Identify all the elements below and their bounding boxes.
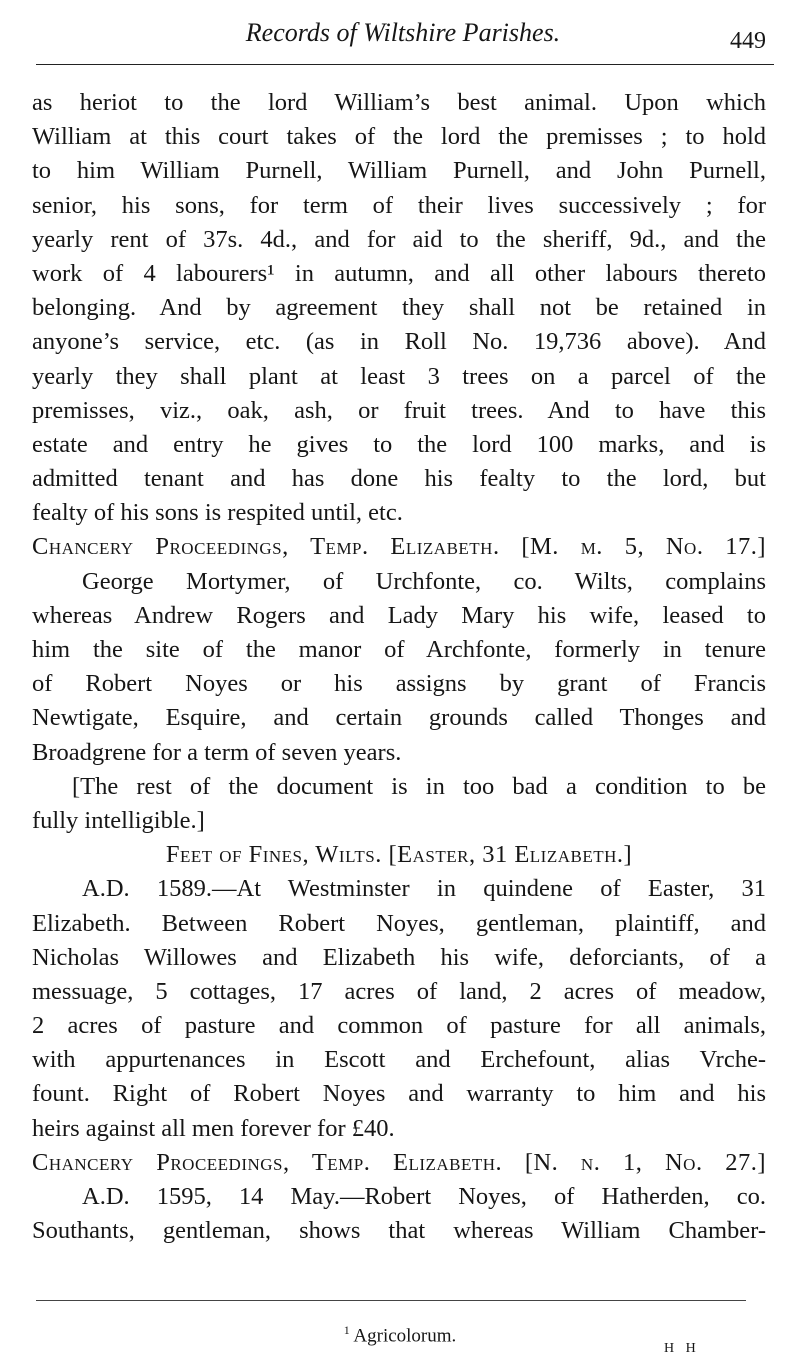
text-line: work of 4 labourers¹ in autumn, and all other labours thereto — [32, 259, 766, 287]
text-line: A.D. 1589.—At Westminster in quindene of Easter, 31 — [82, 875, 766, 903]
text-line: messuage, 5 cottages, 17 acres of land, 2 acres of meadow, — [32, 977, 766, 1005]
text-line: whereas Andrew Rogers and Lady Mary his wife, leased to — [32, 601, 766, 629]
text-line: heirs against all men forever for £40. — [32, 1114, 395, 1142]
text-line: George Mortymer, of Urchfonte, co. Wilts, complains — [82, 567, 766, 595]
text-line: yearly rent of 37s. 4d., and for aid to the sheriff, 9d., and the — [32, 225, 766, 253]
text-line: fealty of his sons is respited until, etc. — [32, 499, 403, 527]
section-heading: Feet of Fines, Wilts. [Easter, 31 Elizabeth.] — [165, 841, 633, 869]
text-line: him the site of the manor of Archfonte, formerly in tenure — [32, 636, 766, 663]
section-heading: Chancery Proceedings, Temp. Elizabeth. [M. m. 5, No. 17.] — [32, 533, 766, 561]
text-line: belonging. And by agreement they shall not be retained in — [32, 294, 766, 322]
text-line: admitted tenant and has done his fealty to the lord, but — [32, 465, 766, 493]
text-line: fount. Right of Robert Noyes and warranty to him and his — [32, 1080, 766, 1108]
text-line: premisses, viz., oak, ash, or fruit trees. And to have this — [32, 396, 766, 424]
page-number: 449 — [730, 28, 766, 54]
text-line: Nicholas Willowes and Elizabeth his wife, deforciants, of a — [32, 943, 766, 971]
page-header — [36, 16, 770, 56]
text-line: estate and entry he gives to the lord 100 marks, and is — [32, 430, 766, 458]
section-heading: Chancery Proceedings, Temp. Elizabeth. [N. n. 1, No. 27.] — [32, 1148, 766, 1176]
header-rule — [36, 64, 774, 65]
text-line: fully intelligible.] — [32, 806, 205, 834]
text-line: [The rest of the document is in too bad a condition to be — [72, 772, 766, 800]
text-line: A.D. 1595, 14 May.—Robert Noyes, of Hatherden, co. — [82, 1183, 766, 1210]
text-line: yearly they shall plant at least 3 trees on a parcel of the — [32, 362, 766, 390]
text-line: 2 acres of pasture and common of pasture for all animals, — [32, 1012, 766, 1040]
text-line: with appurtenances in Escott and Erchefount, alias Vrche- — [32, 1046, 766, 1074]
text-line: William at this court takes of the lord the premisses ; to hold — [32, 123, 766, 151]
footnote-marker: 1 — [343, 1323, 350, 1337]
footnote-rule — [36, 1300, 746, 1301]
text-line: as heriot to the lord William’s best animal. Upon which — [32, 89, 766, 116]
text-line: Southants, gentleman, shows that whereas William Chamber- — [32, 1217, 766, 1245]
footnote-text: Agricolorum. — [353, 1325, 457, 1347]
text-line: Newtigate, Esquire, and certain grounds called Thonges and — [32, 704, 766, 732]
text-line: anyone’s service, etc. (as in Roll No. 19,736 above). And — [32, 328, 766, 356]
text-line: Elizabeth. Between Robert Noyes, gentleman, plaintiff, and — [32, 909, 766, 937]
text-line: to him William Purnell, William Purnell, and John Purnell, — [32, 157, 766, 185]
body-text — [32, 86, 766, 1248]
text-line: Broadgrene for a term of seven years. — [32, 738, 402, 766]
text-line: of Robert Noyes or his assigns by grant of Francis — [32, 670, 766, 698]
signature-mark: H H — [664, 1341, 700, 1356]
text-line: senior, his sons, for term of their lives successively ; for — [32, 191, 766, 219]
running-title: Records of Wiltshire Parishes. — [245, 18, 561, 47]
